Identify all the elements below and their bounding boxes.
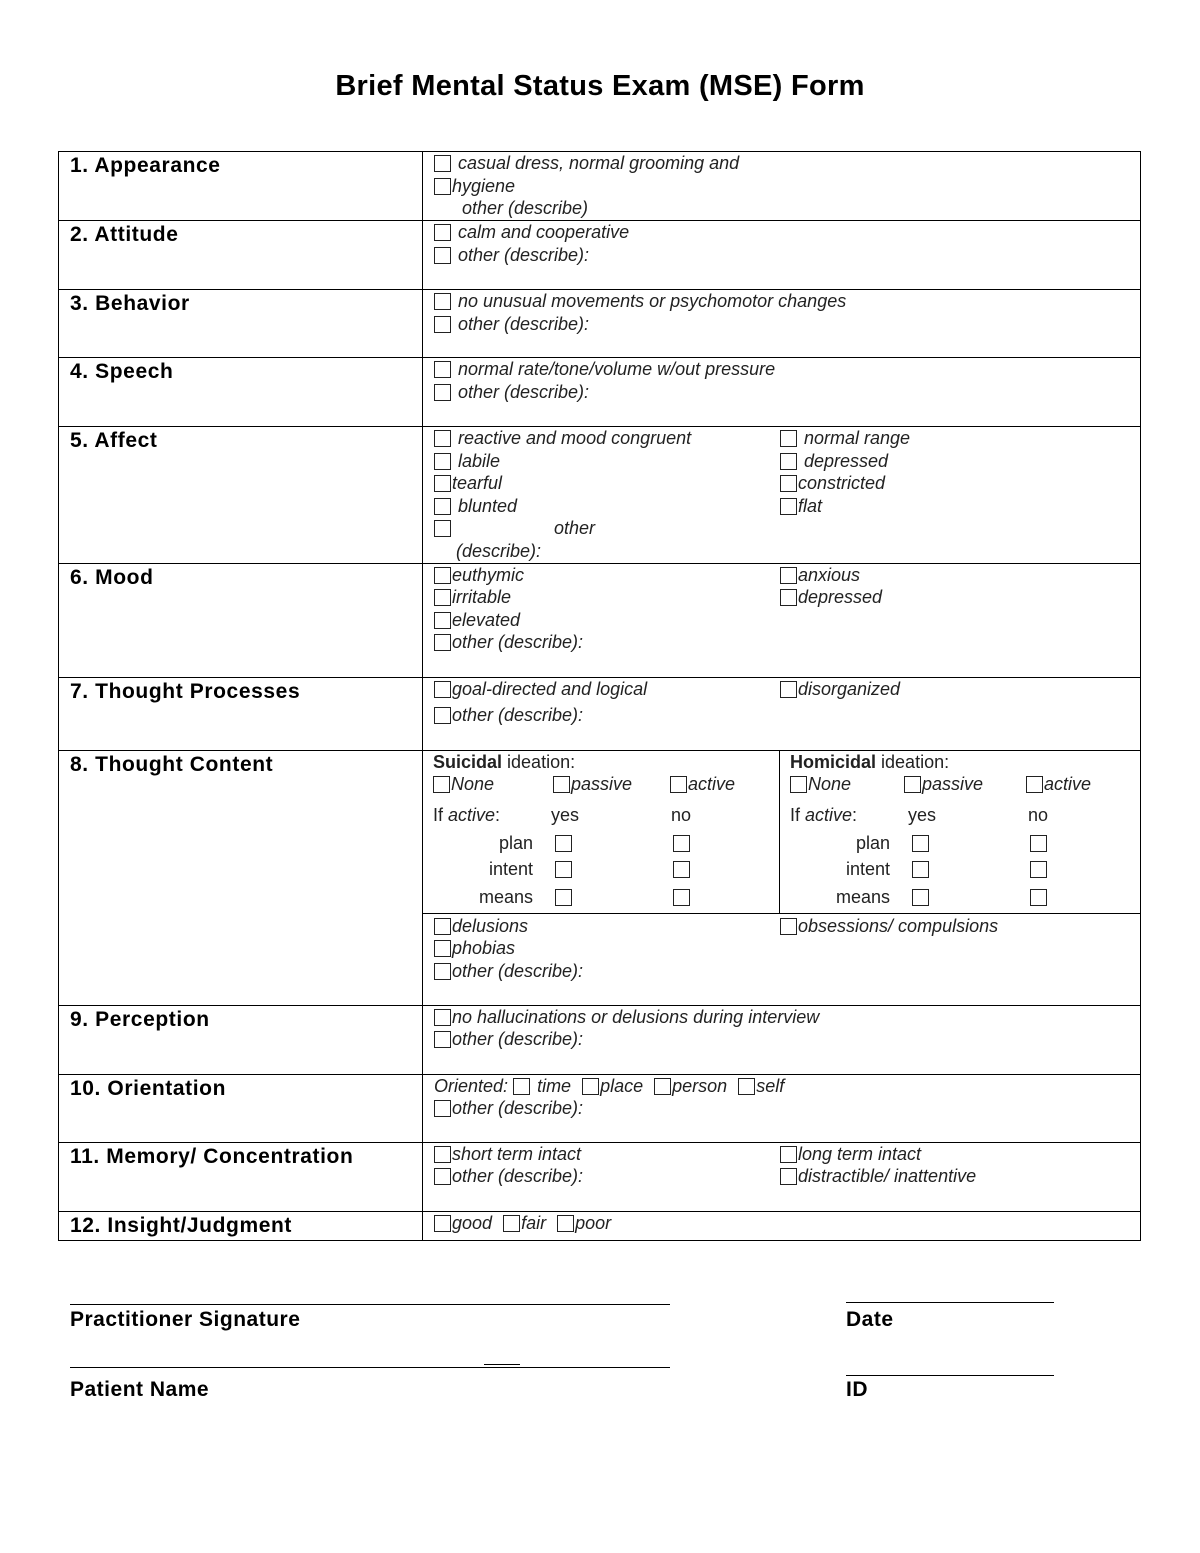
suicidal-intent-label: intent <box>488 858 533 879</box>
oriented-time-checkbox[interactable] <box>513 1078 530 1095</box>
behavior-options <box>423 290 1141 358</box>
oriented-place-checkbox[interactable] <box>582 1078 599 1095</box>
homicidal-heading: Homicidal <box>790 751 877 772</box>
affect-other-checkbox[interactable] <box>434 520 451 537</box>
row-perception <box>59 1005 1141 1074</box>
obsessions-checkbox[interactable] <box>780 918 797 935</box>
homicidal-intent-label: intent <box>845 858 890 879</box>
suicidal-means-yes-checkbox[interactable] <box>555 889 572 906</box>
speech-other-checkbox[interactable] <box>434 384 451 401</box>
affect-depressed-label: depressed <box>804 450 889 471</box>
thought-content-label: 8. Thought Content <box>59 750 423 1005</box>
suicidal-yes-header: yes <box>551 804 580 825</box>
row-thought-processes <box>59 677 1141 750</box>
thought-disorganized-checkbox[interactable] <box>780 681 797 698</box>
date-line[interactable] <box>846 1302 1054 1303</box>
row-orientation <box>59 1074 1141 1142</box>
memory-short-term-checkbox[interactable] <box>434 1146 451 1163</box>
affect-constricted-label: constricted <box>798 473 886 494</box>
phobias-label: phobias <box>452 938 516 959</box>
speech-normal-label: normal rate/tone/volume w/out pressure <box>458 359 776 379</box>
suicidal-no-header: no <box>671 804 692 825</box>
speech-normal-checkbox[interactable] <box>434 361 451 378</box>
memory-long-term-checkbox[interactable] <box>780 1146 797 1163</box>
insight-good-checkbox[interactable] <box>434 1215 451 1232</box>
patient-name-line[interactable] <box>70 1367 670 1368</box>
affect-depressed-checkbox[interactable] <box>780 453 797 470</box>
thought-content-other-checkbox[interactable] <box>434 963 451 980</box>
homicidal-none-checkbox[interactable] <box>790 776 807 793</box>
suicidal-plan-label: plan <box>498 832 533 853</box>
insight-fair-checkbox[interactable] <box>503 1215 520 1232</box>
affect-labile-label: labile <box>458 450 501 471</box>
affect-reactive-checkbox[interactable] <box>434 430 451 447</box>
homicidal-intent-no-checkbox[interactable] <box>1030 861 1047 878</box>
speech-options <box>423 358 1141 427</box>
mood-label: 6. Mood <box>59 563 423 677</box>
homicidal-active-label: active <box>1044 773 1092 794</box>
orientation-options <box>423 1074 1141 1142</box>
perception-normal-checkbox[interactable] <box>434 1009 451 1026</box>
row-attitude <box>59 221 1141 290</box>
phobias-checkbox[interactable] <box>434 940 451 957</box>
mood-irritable-label: irritable <box>452 587 512 608</box>
affect-other-label: other <box>554 518 596 539</box>
insight-label: 12. Insight/Judgment <box>59 1211 423 1240</box>
row-insight <box>59 1211 1141 1240</box>
patient-name-line-mark <box>484 1364 520 1365</box>
suicidal-means-no-checkbox[interactable] <box>673 889 690 906</box>
id-line[interactable] <box>846 1375 1054 1376</box>
behavior-label: 3. Behavior <box>59 290 423 358</box>
speech-label: 4. Speech <box>59 358 423 427</box>
practitioner-signature-label: Practitioner Signature <box>70 1308 301 1331</box>
mse-table <box>58 151 1141 1241</box>
affect-other-describe: (describe): <box>456 540 542 561</box>
attitude-label: 2. Attitude <box>59 221 423 290</box>
homicidal-intent-yes-checkbox[interactable] <box>912 861 929 878</box>
orientation-other-checkbox[interactable] <box>434 1100 451 1117</box>
appearance-label: 1. Appearance <box>59 152 423 221</box>
suicidal-active-checkbox[interactable] <box>670 776 687 793</box>
perception-other-checkbox[interactable] <box>434 1031 451 1048</box>
oriented-label: Oriented: <box>434 1075 509 1096</box>
homicidal-passive-label: passive <box>922 773 984 794</box>
homicidal-active-checkbox[interactable] <box>1026 776 1043 793</box>
homicidal-plan-yes-checkbox[interactable] <box>912 835 929 852</box>
row-appearance <box>59 152 1141 221</box>
perception-normal-label: no hallucinations or delusions during interview <box>452 1006 820 1027</box>
affect-labile-checkbox[interactable] <box>434 453 451 470</box>
oriented-person-label: person <box>672 1075 728 1096</box>
affect-label: 5. Affect <box>59 427 423 564</box>
thought-disorganized-label: disorganized <box>798 678 901 699</box>
obsessions-label: obsessions/ compulsions <box>798 915 999 936</box>
appearance-other-label: other (describe) <box>462 198 589 219</box>
homicidal-if-active: active <box>805 804 853 825</box>
attitude-calm-checkbox[interactable] <box>434 224 451 241</box>
homicidal-if: If <box>790 804 806 825</box>
appearance-normal-checkbox[interactable] <box>434 155 451 172</box>
suicidal-intent-no-checkbox[interactable] <box>673 861 690 878</box>
mood-irritable-checkbox[interactable] <box>434 589 451 606</box>
memory-label: 11. Memory/ Concentration <box>59 1142 423 1211</box>
memory-short-term-label: short term intact <box>452 1143 582 1164</box>
ideation-section <box>423 751 1140 914</box>
orientation-other-label: other (describe): <box>452 1098 584 1119</box>
homicidal-heading-rest: ideation: <box>876 751 950 772</box>
homicidal-if-colon: : <box>852 804 858 825</box>
oriented-place-label: place <box>600 1075 644 1096</box>
homicidal-passive-checkbox[interactable] <box>904 776 921 793</box>
affect-tearful-label: tearful <box>452 473 503 494</box>
orientation-label: 10. Orientation <box>59 1074 423 1142</box>
suicidal-none-checkbox[interactable] <box>433 776 450 793</box>
mood-elevated-checkbox[interactable] <box>434 612 451 629</box>
homicidal-means-label: means <box>835 886 890 907</box>
suicidal-passive-checkbox[interactable] <box>553 776 570 793</box>
behavior-normal-checkbox[interactable] <box>434 293 451 310</box>
perception-label: 9. Perception <box>59 1005 423 1074</box>
memory-distractible-label: distractible/ inattentive <box>798 1166 977 1187</box>
insight-good-label: good <box>452 1212 493 1233</box>
affect-flat-label: flat <box>798 495 823 516</box>
affect-blunted-label: blunted <box>458 495 518 516</box>
mood-euthymic-label: euthymic <box>452 564 525 585</box>
homicidal-none-label: None <box>808 773 852 794</box>
practitioner-signature-line[interactable] <box>70 1304 670 1305</box>
row-mood <box>59 563 1141 677</box>
affect-reactive-label: reactive and mood congruent <box>458 428 692 448</box>
suicidal-active-label: active <box>688 773 736 794</box>
row-affect <box>59 427 1141 564</box>
delusions-label: delusions <box>452 915 529 936</box>
thought-processes-label: 7. Thought Processes <box>59 677 423 750</box>
oriented-person-checkbox[interactable] <box>654 1078 671 1095</box>
mood-elevated-label: elevated <box>452 609 521 630</box>
id-label: ID <box>846 1378 868 1401</box>
attitude-options <box>423 221 1141 290</box>
homicidal-no-header: no <box>1028 804 1049 825</box>
perception-other-label: other (describe): <box>452 1029 584 1050</box>
memory-long-term-label: long term intact <box>798 1143 922 1164</box>
suicidal-if-colon: : <box>495 804 501 825</box>
appearance-normal-label: casual dress, normal grooming and <box>458 153 740 173</box>
suicidal-plan-no-checkbox[interactable] <box>673 835 690 852</box>
suicidal-means-label: means <box>478 886 533 907</box>
affect-constricted-checkbox[interactable] <box>780 475 797 492</box>
attitude-calm-label: calm and cooperative <box>458 222 630 242</box>
thought-content-options <box>423 750 1141 1005</box>
memory-options <box>423 1142 1141 1211</box>
mood-depressed-checkbox[interactable] <box>780 589 797 606</box>
behavior-other-checkbox[interactable] <box>434 316 451 333</box>
attitude-other-label: other (describe): <box>458 244 590 265</box>
homicidal-means-yes-checkbox[interactable] <box>912 889 929 906</box>
thought-processes-options <box>423 677 1141 750</box>
mood-options <box>423 563 1141 677</box>
date-label: Date <box>846 1308 894 1331</box>
appearance-options <box>423 152 1141 221</box>
thought-processes-other-label: other (describe): <box>452 705 584 726</box>
affect-normal-checkbox[interactable] <box>780 430 797 447</box>
mood-anxious-label: anxious <box>798 564 861 585</box>
memory-distractible-checkbox[interactable] <box>780 1168 797 1185</box>
oriented-self-checkbox[interactable] <box>738 1078 755 1095</box>
suicidal-intent-yes-checkbox[interactable] <box>555 861 572 878</box>
suicidal-ideation <box>423 751 780 913</box>
homicidal-plan-label: plan <box>855 832 890 853</box>
insight-fair-label: fair <box>521 1212 547 1233</box>
mood-anxious-checkbox[interactable] <box>780 567 797 584</box>
mood-euthymic-checkbox[interactable] <box>434 567 451 584</box>
thought-content-other-label: other (describe): <box>452 960 584 981</box>
behavior-other-label: other (describe): <box>458 313 590 334</box>
affect-options <box>423 427 1141 564</box>
insight-poor-label: poor <box>575 1212 612 1233</box>
homicidal-means-no-checkbox[interactable] <box>1030 889 1047 906</box>
affect-blunted-checkbox[interactable] <box>434 498 451 515</box>
suicidal-heading-rest: ideation: <box>502 751 576 772</box>
appearance-hygiene-label: hygiene <box>452 175 516 196</box>
suicidal-plan-yes-checkbox[interactable] <box>555 835 572 852</box>
suicidal-passive-label: passive <box>571 773 633 794</box>
affect-tearful-checkbox[interactable] <box>434 475 451 492</box>
appearance-hygiene-checkbox[interactable] <box>434 178 451 195</box>
mood-other-label: other (describe): <box>452 632 584 653</box>
suicidal-if: If <box>433 804 449 825</box>
affect-flat-checkbox[interactable] <box>780 498 797 515</box>
thought-goal-directed-label: goal-directed and logical <box>452 678 648 699</box>
thought-goal-directed-checkbox[interactable] <box>434 681 451 698</box>
thought-processes-other-checkbox[interactable] <box>434 707 451 724</box>
suicidal-heading: Suicidal <box>433 751 503 772</box>
memory-other-checkbox[interactable] <box>434 1168 451 1185</box>
oriented-time-label: time <box>537 1075 572 1096</box>
behavior-normal-label: no unusual movements or psychomotor changes <box>458 291 847 311</box>
oriented-self-label: self <box>756 1075 785 1096</box>
speech-other-label: other (describe): <box>458 381 590 402</box>
homicidal-ideation <box>780 751 1140 913</box>
memory-other-label: other (describe): <box>452 1166 584 1187</box>
insight-poor-checkbox[interactable] <box>557 1215 574 1232</box>
insight-options <box>423 1211 1141 1240</box>
page-title: Brief Mental Status Exam (MSE) Form <box>335 70 865 102</box>
perception-options <box>423 1005 1141 1074</box>
homicidal-yes-header: yes <box>908 804 937 825</box>
row-memory <box>59 1142 1141 1211</box>
suicidal-if-active: active <box>448 804 496 825</box>
row-thought-content <box>59 750 1141 1005</box>
homicidal-plan-no-checkbox[interactable] <box>1030 835 1047 852</box>
delusions-checkbox[interactable] <box>434 918 451 935</box>
attitude-other-checkbox[interactable] <box>434 247 451 264</box>
mood-other-checkbox[interactable] <box>434 634 451 651</box>
affect-normal-label: normal range <box>804 428 911 448</box>
row-speech <box>59 358 1141 427</box>
suicidal-none-label: None <box>451 773 495 794</box>
patient-name-label: Patient Name <box>70 1378 210 1401</box>
row-behavior <box>59 290 1141 358</box>
mood-depressed-label: depressed <box>798 587 883 608</box>
